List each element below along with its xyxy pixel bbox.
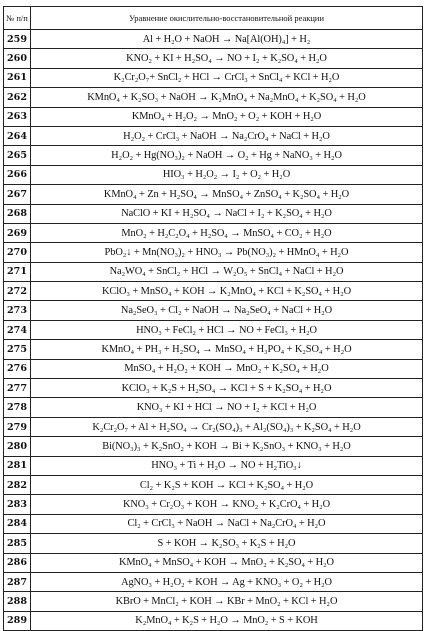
row-number: 271 (4, 262, 31, 281)
row-number: 266 (4, 165, 31, 184)
table-row (4, 553, 423, 572)
table-row (4, 49, 423, 68)
row-number: 275 (4, 340, 31, 359)
row-number: 264 (4, 126, 31, 145)
table-row (4, 30, 423, 49)
reaction-equation: HIO₃ + H₂O₂ → I₂ + O₂ + H₂O (31, 165, 423, 184)
reaction-equation: MnO₂ + H₂C₂O₄ + H₂SO₄ → MnSO₄ + CO₂ + H₂O (31, 223, 423, 242)
header-reaction: Уравнение окислительно-восстановительной реакции (31, 7, 423, 30)
row-number: 287 (4, 572, 31, 591)
table-row (4, 88, 423, 107)
table-row (4, 592, 423, 611)
row-number: 283 (4, 495, 31, 514)
table-row (4, 185, 423, 204)
reaction-equation: KBrO + MnCl₂ + KOH → KBr + MnO₂ + KCl + H₂O (31, 592, 423, 611)
row-number: 259 (4, 30, 31, 49)
table-row (4, 456, 423, 475)
table-row (4, 126, 423, 145)
row-number: 267 (4, 185, 31, 204)
reaction-equation: NaClO + KI + H₂SO₄ → NaCl + I₂ + K₂SO₄ + H₂O (31, 204, 423, 223)
table-row (4, 437, 423, 456)
row-number: 265 (4, 146, 31, 165)
reaction-equation: Na₂WO₄ + SnCl₂ + HCl → W₂O₅ + SnCl₄ + NaCl + H₂O (31, 262, 423, 281)
reactions-table (3, 6, 423, 631)
table-row (4, 223, 423, 242)
reaction-equation: KNO₃ + Cr₂O₃ + KOH → KNO₂ + K₂CrO₄ + H₂O (31, 495, 423, 514)
row-number: 269 (4, 223, 31, 242)
reaction-equation: H₂O₂ + CrCl₃ + NaOH → Na₂CrO₄ + NaCl + H₂O (31, 126, 423, 145)
reaction-equation: KNO₃ + KI + HCl → NO + I₂ + KCl + H₂O (31, 398, 423, 417)
row-number: 282 (4, 475, 31, 494)
table-row (4, 514, 423, 533)
reaction-equation: KClO₃ + MnSO₄ + KOH → K₂MnO₄ + KCl + K₂SO₄ + H₂O (31, 282, 423, 301)
reaction-equation: KClO₃ + K₂S + H₂SO₄ → KCl + S + K₂SO₄ + H₂O (31, 379, 423, 398)
reaction-equation: KMnO₄ + H₂O₂ → MnO₂ + O₂ + KOH + H₂O (31, 107, 423, 126)
reaction-equation: KMnO₄ + K₂SO₃ + NaOH → K₂MnO₄ + Na₂MnO₄ + K₂SO₄ + H₂O (31, 88, 423, 107)
reaction-equation: Al + H₂O + NaOH → Na[Al(OH)₄] + H₂ (31, 30, 423, 49)
reaction-equation: HNO₃ + Ti + H₂O → NO + H₂TiO₃↓ (31, 456, 423, 475)
table-row (4, 611, 423, 630)
header-number: № п/п (4, 7, 31, 30)
row-number: 278 (4, 398, 31, 417)
table-row (4, 398, 423, 417)
reaction-equation: AgNO₃ + H₂O₂ + KOH → Ag + KNO₃ + O₂ + H₂O (31, 572, 423, 591)
table-row (4, 301, 423, 320)
table-row (4, 534, 423, 553)
table-row (4, 340, 423, 359)
table-row (4, 204, 423, 223)
reaction-equation: S + KOH → K₂SO₃ + K₂S + H₂O (31, 534, 423, 553)
reaction-equation: K₂Cr₂O₇+ SnCl₂ + HCl → CrCl₃ + SnCl₄ + KCl + H₂O (31, 68, 423, 87)
table-row (4, 68, 423, 87)
table-row (4, 495, 423, 514)
reaction-equation: KMnO₄ + MnSO₄ + KOH → MnO₂ + K₂SO₄ + H₂O (31, 553, 423, 572)
reaction-equation: KMnO₄ + Zn + H₂SO₄ → MnSO₄ + ZnSO₄ + K₂SO₄ + H₂O (31, 185, 423, 204)
row-number: 268 (4, 204, 31, 223)
reaction-equation: HNO₃ + FeCl₂ + HCl → NO + FeCl₃ + H₂O (31, 320, 423, 339)
table-row (4, 165, 423, 184)
reaction-equation: Cl₂ + K₂S + KOH → KCl + K₂SO₄ + H₂O (31, 475, 423, 494)
row-number: 260 (4, 49, 31, 68)
table-row (4, 146, 423, 165)
row-number: 273 (4, 301, 31, 320)
table-row (4, 243, 423, 262)
table-row (4, 320, 423, 339)
reaction-equation: K₂MnO₄ + K₂S + H₂O → MnO₂ + S + KOH (31, 611, 423, 630)
row-number: 280 (4, 437, 31, 456)
row-number: 289 (4, 611, 31, 630)
row-number: 281 (4, 456, 31, 475)
row-number: 261 (4, 68, 31, 87)
reaction-equation: K₂Cr₂O₇ + Al + H₂SO₄ → Cr₂(SO₄)₃ + Al₂(SO₄)₃ + K₂SO₄ + H₂O (31, 417, 423, 436)
table-header-row (4, 7, 423, 30)
reaction-equation: H₂O₂ + Hg(NO₃)₂ + NaOH → O₂ + Hg + NaNO₃ + H₂O (31, 146, 423, 165)
row-number: 288 (4, 592, 31, 611)
reaction-equation: Bi(NO₃)₃ + K₂SnO₂ + KOH → Bi + K₂SnO₃ + KNO₃ + H₂O (31, 437, 423, 456)
table-row (4, 572, 423, 591)
reaction-equation: KNO₂ + KI + H₂SO₄ → NO + I₂ + K₂SO₄ + H₂O (31, 49, 423, 68)
reaction-equation: Cl₂ + CrCl₃ + NaOH → NaCl + Na₂CrO₄ + H₂O (31, 514, 423, 533)
row-number: 270 (4, 243, 31, 262)
reaction-equation: PbO₂↓ + Mn(NO₃)₂ + HNO₃ → Pb(NO₃)₂ + HMnO₄ + H₂O (31, 243, 423, 262)
row-number: 262 (4, 88, 31, 107)
reaction-equation: KMnO₄ + PH₃ + H₂SO₄ → MnSO₄ + H₃PO₄ + K₂SO₄ + H₂O (31, 340, 423, 359)
row-number: 274 (4, 320, 31, 339)
row-number: 276 (4, 359, 31, 378)
reaction-equation: Na₂SeO₃ + Cl₂ + NaOH → Na₂SeO₄ + NaCl + H₂O (31, 301, 423, 320)
row-number: 263 (4, 107, 31, 126)
table-row (4, 417, 423, 436)
table-body (4, 30, 423, 631)
row-number: 272 (4, 282, 31, 301)
row-number: 279 (4, 417, 31, 436)
table-row (4, 379, 423, 398)
row-number: 277 (4, 379, 31, 398)
row-number: 285 (4, 534, 31, 553)
table-row (4, 475, 423, 494)
row-number: 286 (4, 553, 31, 572)
table-row (4, 262, 423, 281)
table-row (4, 107, 423, 126)
reaction-equation: MnSO₄ + H₂O₂ + KOH → MnO₂ + K₂SO₄ + H₂O (31, 359, 423, 378)
table-row (4, 359, 423, 378)
row-number: 284 (4, 514, 31, 533)
table-row (4, 282, 423, 301)
